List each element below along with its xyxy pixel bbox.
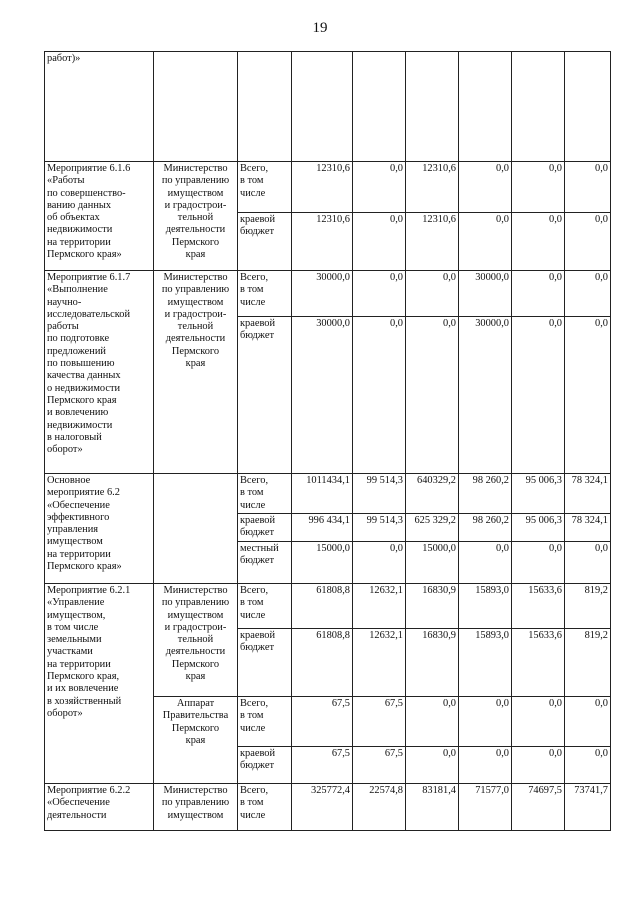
executor-cell: Аппарат Правительства Пермского края	[154, 697, 238, 784]
value-cell: 0,0	[512, 542, 565, 584]
value-cell: 0,0	[565, 271, 611, 317]
funding-source-cell	[238, 52, 292, 162]
value-cell	[512, 52, 565, 162]
value-cell: 0,0	[565, 162, 611, 213]
executor-cell: Министерство по управлению имуществом	[154, 784, 238, 831]
executor-cell: Министерство по управлению имуществом и градострои- тельной деятельности Пермского края	[154, 162, 238, 271]
value-cell: 30000,0	[459, 317, 512, 474]
value-cell: 99 514,3	[353, 514, 406, 542]
funding-source-cell: Всего, в том числе	[238, 474, 292, 514]
funding-source-cell: Всего, в том числе	[238, 162, 292, 213]
funding-source-cell: Всего, в том числе	[238, 271, 292, 317]
value-cell: 0,0	[512, 271, 565, 317]
table-row	[45, 52, 611, 162]
value-cell: 625 329,2	[406, 514, 459, 542]
value-cell: 74697,5	[512, 784, 565, 831]
value-cell: 0,0	[459, 697, 512, 747]
funding-source-cell: краевой бюджет	[238, 317, 292, 474]
funding-source-cell: краевой бюджет	[238, 629, 292, 697]
value-cell: 78 324,1	[565, 474, 611, 514]
value-cell: 12632,1	[353, 584, 406, 629]
budget-table	[44, 51, 611, 831]
value-cell: 0,0	[406, 697, 459, 747]
value-cell: 67,5	[292, 747, 353, 784]
value-cell: 0,0	[565, 317, 611, 474]
table-row	[45, 162, 611, 213]
value-cell	[353, 52, 406, 162]
value-cell: 12310,6	[292, 213, 353, 271]
value-cell: 98 260,2	[459, 474, 512, 514]
measure-name-cell: Мероприятие 6.2.1 «Управление имуществом, в том числе земельными участками на территории Пермского края, и их вовлечение в хозяйственный оборот»	[45, 584, 154, 784]
value-cell: 819,2	[565, 584, 611, 629]
value-cell: 73741,7	[565, 784, 611, 831]
value-cell: 15893,0	[459, 584, 512, 629]
value-cell: 0,0	[565, 542, 611, 584]
value-cell: 0,0	[512, 747, 565, 784]
value-cell	[565, 52, 611, 162]
value-cell: 0,0	[565, 747, 611, 784]
value-cell: 67,5	[353, 747, 406, 784]
value-cell: 0,0	[353, 271, 406, 317]
value-cell: 0,0	[406, 271, 459, 317]
value-cell: 0,0	[512, 317, 565, 474]
value-cell: 0,0	[565, 697, 611, 747]
value-cell	[292, 52, 353, 162]
value-cell: 16830,9	[406, 584, 459, 629]
executor-cell: Министерство по управлению имуществом и градострои- тельной деятельности Пермского края	[154, 271, 238, 474]
value-cell: 30000,0	[292, 271, 353, 317]
value-cell: 12310,6	[406, 162, 459, 213]
executor-cell: Министерство по управлению имуществом и градострои- тельной деятельности Пермского края	[154, 584, 238, 697]
funding-source-cell: Всего, в том числе	[238, 697, 292, 747]
value-cell: 819,2	[565, 629, 611, 697]
value-cell: 61808,8	[292, 584, 353, 629]
value-cell	[459, 52, 512, 162]
value-cell: 1011434,1	[292, 474, 353, 514]
measure-name-cell: Мероприятие 6.2.2 «Обеспечение деятельности	[45, 784, 154, 831]
value-cell: 30000,0	[292, 317, 353, 474]
value-cell	[406, 52, 459, 162]
value-cell: 15633,6	[512, 584, 565, 629]
value-cell: 0,0	[406, 747, 459, 784]
table-row	[45, 271, 611, 317]
value-cell: 15000,0	[292, 542, 353, 584]
measure-name-cell: Мероприятие 6.1.7 «Выполнение научно- исследовательской работы по подготовке предложений по повышению качества данных о недвижимости Пермского края и вовлечению недвижимости в налоговый оборот»	[45, 271, 154, 474]
funding-source-cell: краевой бюджет	[238, 747, 292, 784]
measure-name-cell: работ)»	[45, 52, 154, 162]
value-cell: 15893,0	[459, 629, 512, 697]
value-cell: 0,0	[512, 213, 565, 271]
executor-cell	[154, 474, 238, 584]
measure-name-cell: Основное мероприятие 6.2 «Обеспечение эффективного управления имуществом на территории Пермского края»	[45, 474, 154, 584]
page-number: 19	[312, 20, 328, 36]
value-cell: 78 324,1	[565, 514, 611, 542]
value-cell: 0,0	[459, 162, 512, 213]
funding-source-cell: местный бюджет	[238, 542, 292, 584]
value-cell: 640329,2	[406, 474, 459, 514]
funding-source-cell: краевой бюджет	[238, 514, 292, 542]
value-cell: 83181,4	[406, 784, 459, 831]
executor-cell	[154, 52, 238, 162]
value-cell: 98 260,2	[459, 514, 512, 542]
value-cell: 95 006,3	[512, 514, 565, 542]
funding-source-cell: Всего, в том числе	[238, 584, 292, 629]
value-cell: 0,0	[406, 317, 459, 474]
measure-name-cell: Мероприятие 6.1.6 «Работы по совершенство- ванию данных об объектах недвижимости на территории Пермского края»	[45, 162, 154, 271]
value-cell: 0,0	[512, 162, 565, 213]
value-cell: 0,0	[512, 697, 565, 747]
value-cell: 0,0	[353, 542, 406, 584]
funding-source-cell: Всего, в том числе	[238, 784, 292, 831]
value-cell: 30000,0	[459, 271, 512, 317]
value-cell: 22574,8	[353, 784, 406, 831]
value-cell: 996 434,1	[292, 514, 353, 542]
value-cell: 67,5	[292, 697, 353, 747]
value-cell: 99 514,3	[353, 474, 406, 514]
value-cell: 15000,0	[406, 542, 459, 584]
funding-source-cell: краевой бюджет	[238, 213, 292, 271]
table-row	[45, 784, 611, 831]
value-cell: 0,0	[353, 317, 406, 474]
value-cell: 95 006,3	[512, 474, 565, 514]
value-cell: 0,0	[459, 747, 512, 784]
table-row	[45, 474, 611, 514]
value-cell: 61808,8	[292, 629, 353, 697]
value-cell: 0,0	[353, 213, 406, 271]
value-cell: 0,0	[459, 213, 512, 271]
value-cell: 0,0	[459, 542, 512, 584]
value-cell: 325772,4	[292, 784, 353, 831]
value-cell: 71577,0	[459, 784, 512, 831]
table-row	[45, 584, 611, 629]
value-cell: 67,5	[353, 697, 406, 747]
value-cell: 15633,6	[512, 629, 565, 697]
value-cell: 12310,6	[292, 162, 353, 213]
value-cell: 12632,1	[353, 629, 406, 697]
value-cell: 0,0	[353, 162, 406, 213]
value-cell: 12310,6	[406, 213, 459, 271]
value-cell: 16830,9	[406, 629, 459, 697]
value-cell: 0,0	[565, 213, 611, 271]
